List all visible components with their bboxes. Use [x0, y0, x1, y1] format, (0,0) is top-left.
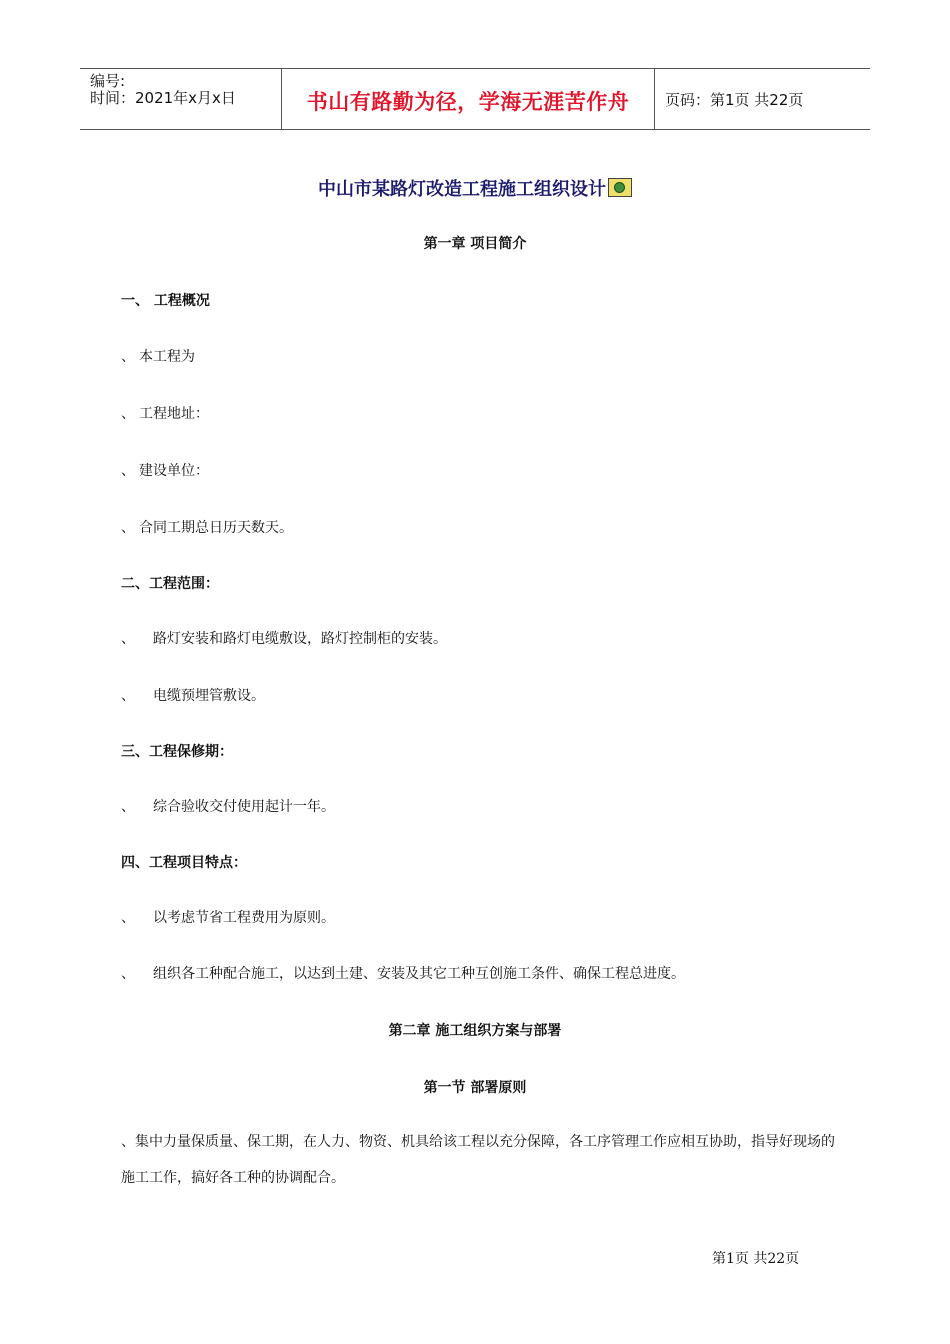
bullet-mark: 、 — [121, 966, 135, 982]
page-header — [80, 68, 870, 130]
header-left-cell — [80, 69, 281, 129]
bullet-mark: 、 — [121, 799, 135, 815]
list-item — [121, 517, 293, 537]
document-title-text: 中山市某路灯改造工程施工组织设计 — [318, 179, 606, 200]
list-item — [121, 628, 447, 648]
section-2-heading: 二、工程范围： — [121, 576, 219, 592]
list-item-text: 以考虑节省工程费用为原则。 — [153, 910, 335, 926]
number-label: 编号: — [90, 72, 126, 90]
attachment-icon[interactable] — [608, 178, 632, 197]
bullet-mark: 、 — [121, 631, 135, 647]
list-item — [121, 796, 335, 816]
list-item — [121, 346, 195, 366]
bullet-mark: 、 — [121, 406, 135, 422]
list-item-text: 路灯安装和路灯电缆敷设，路灯控制柜的安装。 — [153, 631, 447, 647]
list-item-text: 本工程为 — [139, 349, 195, 365]
bullet-mark: 、 — [121, 520, 135, 536]
list-item — [121, 963, 685, 983]
list-item-text: 电缆预埋管敷设。 — [153, 688, 265, 704]
bullet-mark: 、 — [121, 910, 135, 926]
list-item — [121, 403, 209, 423]
list-item — [121, 685, 265, 705]
time-label: 时间：2021年x月x日 — [90, 89, 236, 107]
bullet-mark: 、 — [121, 463, 135, 479]
chapter-1-heading: 第一章 项目简介 — [423, 236, 527, 252]
list-item-text: 工程地址： — [139, 406, 209, 422]
header-right-cell — [655, 69, 870, 129]
list-item — [121, 460, 209, 480]
list-item-text: 组织各工种配合施工，以达到土建、安装及其它工种互创施工条件、确保工程总进度。 — [153, 966, 685, 982]
body-paragraph: 、集中力量保质量、保工期，在人力、物资、机具给该工程以充分保障，各工序管理工作应相互协助，指导好现场的施工工作，搞好各工种的协调配合。 — [121, 1134, 835, 1186]
chapter-2-heading: 第二章 施工组织方案与部署 — [388, 1023, 562, 1039]
section-3-heading: 三、工程保修期： — [121, 744, 233, 760]
bullet-mark: 、 — [121, 349, 135, 365]
section-1-heading: 一、 工程概况 — [121, 293, 210, 309]
header-motto-cell — [281, 69, 655, 129]
list-item-text: 综合验收交付使用起计一年。 — [153, 799, 335, 815]
list-item-text: 建设单位： — [139, 463, 209, 479]
section-4-heading: 四、工程项目特点： — [121, 855, 247, 871]
header-motto: 书山有路勤为径，学海无涯苦作舟 — [306, 90, 630, 114]
list-item-text: 合同工期总日历天数天。 — [139, 520, 293, 536]
document-title — [0, 175, 950, 201]
header-page-info: 页码：第1页 共22页 — [665, 91, 804, 109]
list-item — [121, 907, 335, 927]
bullet-mark: 、 — [121, 688, 135, 704]
section-heading: 第一节 部署原则 — [423, 1080, 527, 1096]
page-footer: 第1页 共22页 — [712, 1251, 800, 1267]
